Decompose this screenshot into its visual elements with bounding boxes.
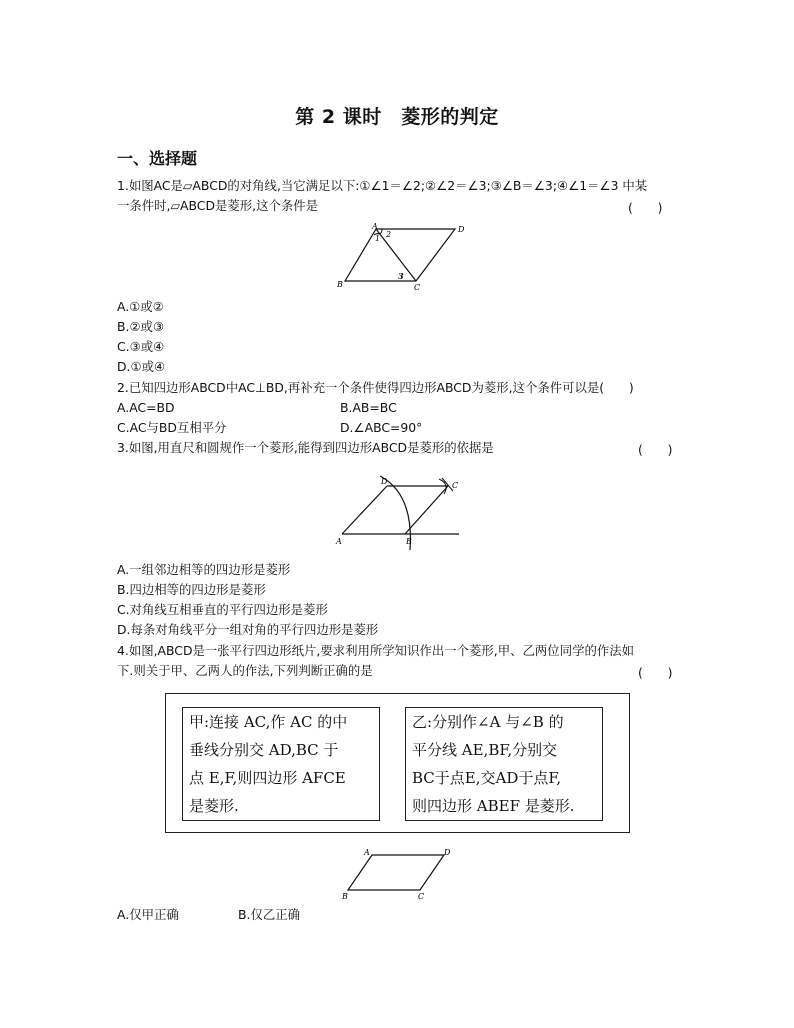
q1-label-a: A — [372, 222, 378, 231]
q1-option-a: A.①或② — [117, 299, 164, 314]
q4-text-line1: 4.如图,ABCD是一张平行四边形纸片,要求利用所学知识作出一个菱形,甲、乙两位同学的作法如 — [117, 643, 635, 658]
q3-option-c: C.对角线互相垂直的平行四边形是菱形 — [117, 602, 328, 617]
q1-label-3: 3 — [398, 271, 404, 281]
q2-text-line1: 2.已知四边形ABCD中AC⊥BD,再补充一个条件使得四边形ABCD为菱形,这个条件可以是( ) — [117, 380, 634, 395]
q4-jia-line1: 甲:连接 AC,作 AC 的中 — [189, 713, 348, 731]
q4-yi-line1: 乙:分别作∠A 与∠B 的 — [412, 713, 564, 731]
q1-label-2: 2 — [386, 230, 392, 239]
section-heading: 一、选择题 — [117, 149, 198, 168]
q1-label-c: C — [414, 283, 421, 292]
q4-methods-frame — [165, 693, 630, 833]
q4-label-d: D — [444, 848, 451, 857]
q1-angle-2-arc — [380, 229, 382, 234]
q3-construction-figure — [332, 470, 467, 552]
q1-option-d: D.①或④ — [117, 359, 166, 374]
q1-answer-blank: ( ) — [628, 200, 663, 215]
q4-option-a: A.仅甲正确 — [117, 907, 179, 922]
q3-option-a: A.一组邻边相等的四边形是菱形 — [117, 562, 291, 577]
q4-jia-line4: 是菱形. — [189, 797, 239, 815]
q4-answer-blank: ( ) — [638, 665, 673, 680]
q4-text-line2: 下.则关于甲、乙两人的作法,下列判断正确的是 — [117, 663, 373, 678]
q1-option-c: C.③或④ — [117, 339, 165, 354]
q2-option-b: B.AB=BC — [340, 400, 397, 415]
q2-option-c: C.AC与BD互相平分 — [117, 420, 227, 435]
q1-parallelogram-figure — [330, 220, 465, 292]
q3-label-c: C — [452, 481, 459, 490]
q3-label-a: A — [336, 537, 342, 546]
q4-label-c: C — [418, 892, 425, 901]
q3-side-ad — [342, 486, 387, 534]
q3-option-d: D.每条对角线平分一组对角的平行四边形是菱形 — [117, 622, 379, 637]
q3-answer-blank: ( ) — [638, 442, 673, 457]
q4-yi-line3: BC于点E,交AD于点F, — [412, 769, 562, 787]
q4-jia-line2: 垂线分别交 AD,BC 于 — [189, 741, 339, 759]
page-title: 第 2 课时 菱形的判定 — [295, 106, 499, 128]
q1-text-line2: 一条件时,▱ABCD是菱形,这个条件是 — [117, 198, 319, 213]
q1-label-b: B — [337, 280, 343, 289]
q2-option-a: A.AC=BD — [117, 400, 175, 415]
q3-text-line1: 3.如图,用直尺和圆规作一个菱形,能得到四边形ABCD是菱形的依据是 — [117, 440, 494, 455]
q1-diagonal-ac — [376, 229, 416, 281]
q1-option-b: B.②或③ — [117, 319, 165, 334]
q4-method-yi — [405, 707, 603, 821]
q1-text-line1: 1.如图AC是▱ABCD的对角线,当它满足以下:①∠1＝∠2;②∠2＝∠3;③∠B＝∠3;④∠1＝∠3 中某 — [117, 178, 648, 193]
q4-parallelogram — [348, 855, 444, 890]
q4-yi-line2: 平分线 AE,BF,分别交 — [412, 741, 558, 759]
q3-side-cb — [405, 486, 448, 534]
q4-label-b: B — [342, 892, 348, 901]
q3-label-d: D — [381, 477, 388, 486]
q1-label-1: 1 — [375, 234, 381, 243]
q4-option-b: B.仅乙正确 — [238, 907, 301, 922]
q4-jia-line3: 点 E,F,则四边形 AFCE — [189, 769, 346, 787]
q4-parallelogram-figure — [336, 845, 461, 901]
q3-label-b: B — [406, 537, 412, 546]
q4-yi-line4: 则四边形 ABEF 是菱形. — [412, 797, 575, 815]
q4-label-a: A — [364, 848, 370, 857]
q4-method-jia — [182, 707, 380, 821]
q1-label-d: D — [458, 225, 465, 234]
q2-option-d: D.∠ABC=90° — [340, 420, 423, 435]
q3-option-b: B.四边相等的四边形是菱形 — [117, 582, 266, 597]
